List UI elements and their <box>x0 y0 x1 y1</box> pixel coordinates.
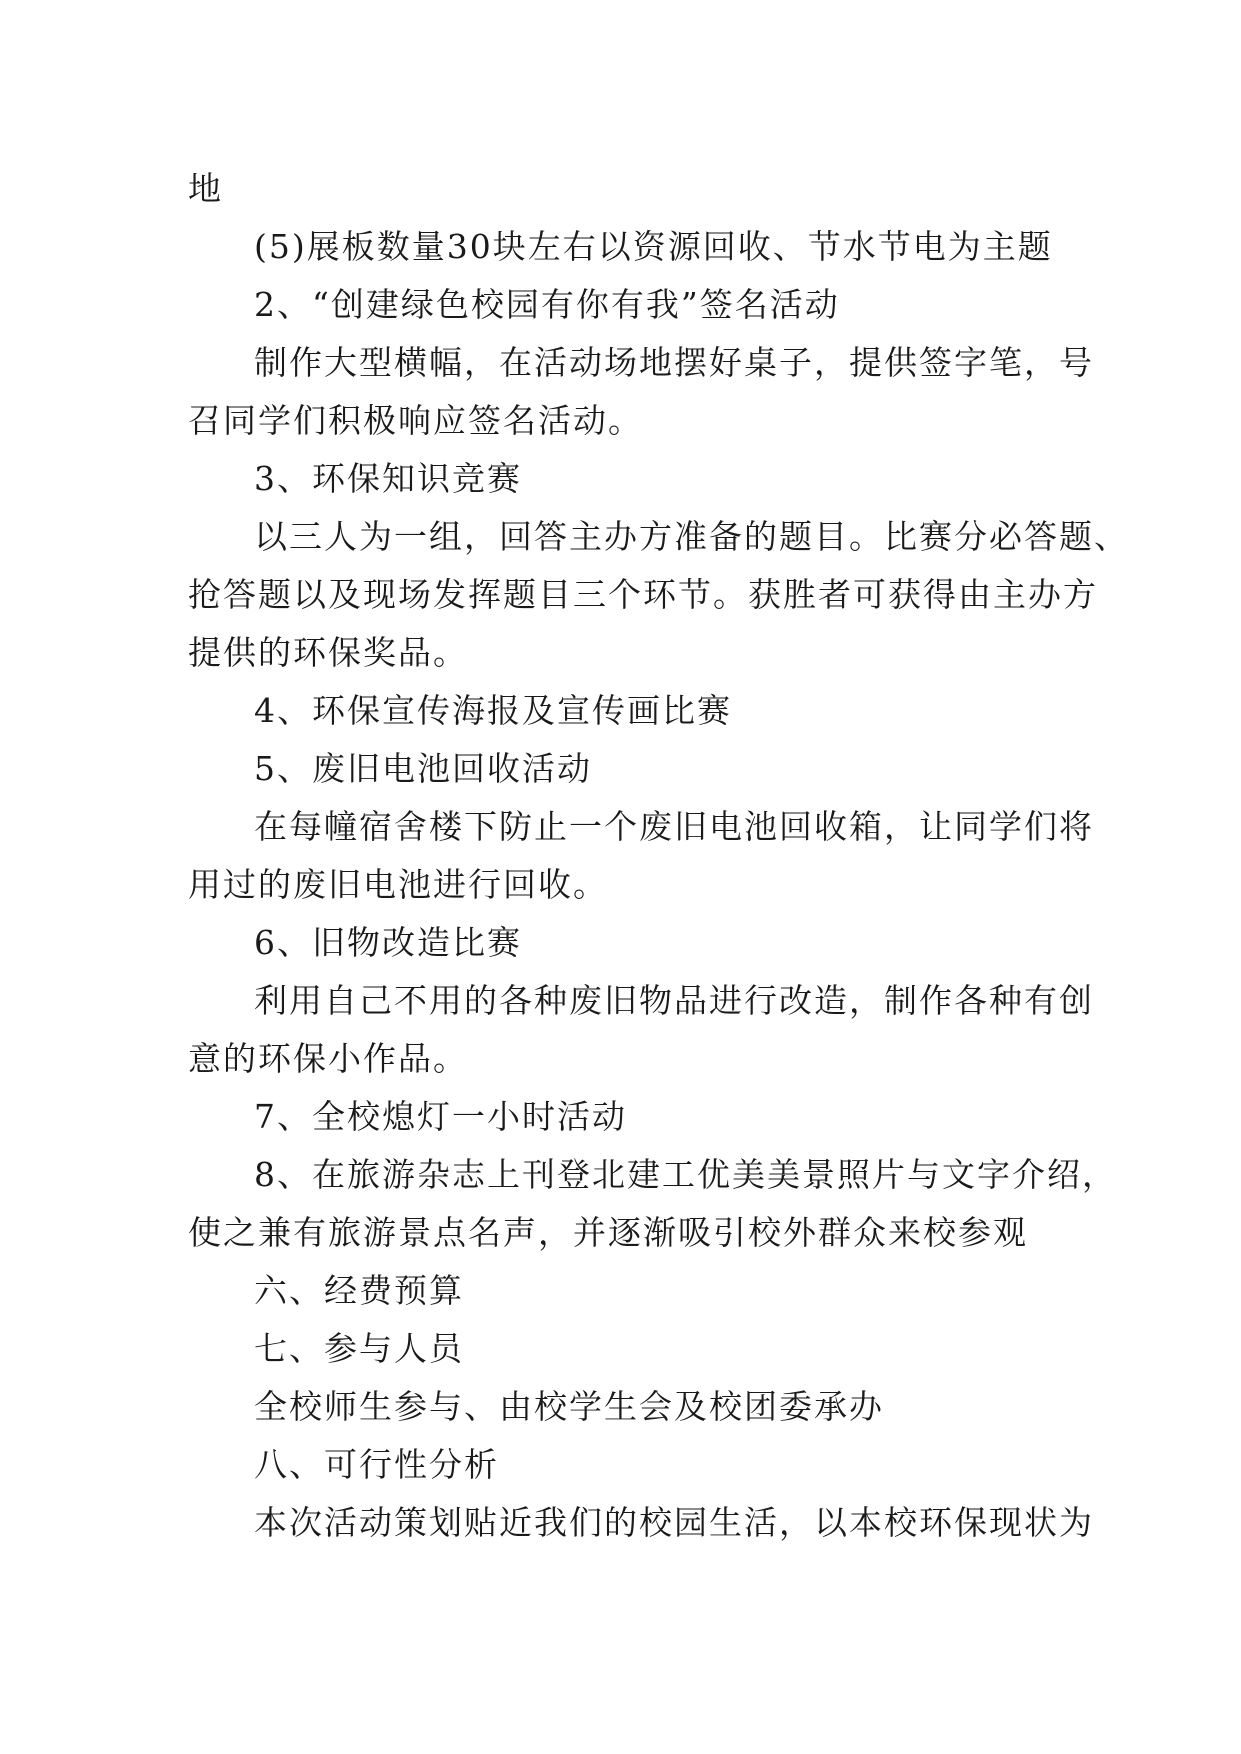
text-line: 8、在旅游杂志上刊登北建工优美美景照片与文字介绍， <box>254 1155 1117 1194</box>
text-line: 利用自己不用的各种废旧物品进行改造，制作各种有创 <box>254 981 1094 1020</box>
section-heading: 4、环保宣传海报及宣传画比赛 <box>254 691 732 730</box>
section-heading: 八、可行性分析 <box>254 1445 499 1484</box>
text-line: 用过的废旧电池进行回收。 <box>188 865 608 904</box>
section-heading: 5、废旧电池回收活动 <box>254 749 592 788</box>
text-line: (5)展板数量30块左右以资源回收、节水节电为主题 <box>254 227 1053 266</box>
section-heading: 7、全校熄灯一小时活动 <box>254 1097 627 1136</box>
text-line: 提供的环保奖品。 <box>188 633 468 672</box>
text-line: 抢答题以及现场发挥题目三个环节。获胜者可获得由主办方 <box>188 575 1098 614</box>
section-heading: 六、经费预算 <box>254 1271 464 1310</box>
text-line: 在每幢宿舍楼下防止一个废旧电池回收箱，让同学们将 <box>254 807 1094 846</box>
section-heading: 七、参与人员 <box>254 1329 464 1368</box>
section-heading: 3、环保知识竞赛 <box>254 459 522 498</box>
section-heading: 2、“创建绿色校园有你有我”签名活动 <box>254 285 840 324</box>
section-heading: 6、旧物改造比赛 <box>254 923 522 962</box>
text-line: 意的环保小作品。 <box>188 1039 468 1078</box>
text-line: 全校师生参与、由校学生会及校团委承办 <box>254 1387 884 1426</box>
text-line: 地 <box>188 169 223 208</box>
document-body <box>188 160 1129 1552</box>
text-line: 制作大型横幅，在活动场地摆好桌子，提供签字笔，号 <box>254 343 1094 382</box>
text-line: 本次活动策划贴近我们的校园生活，以本校环保现状为 <box>254 1503 1094 1542</box>
text-line: 召同学们积极响应签名活动。 <box>188 401 643 440</box>
text-line: 使之兼有旅游景点名声，并逐渐吸引校外群众来校参观 <box>188 1213 1028 1252</box>
text-line: 以三人为一组，回答主办方准备的题目。比赛分必答题、 <box>254 517 1129 556</box>
